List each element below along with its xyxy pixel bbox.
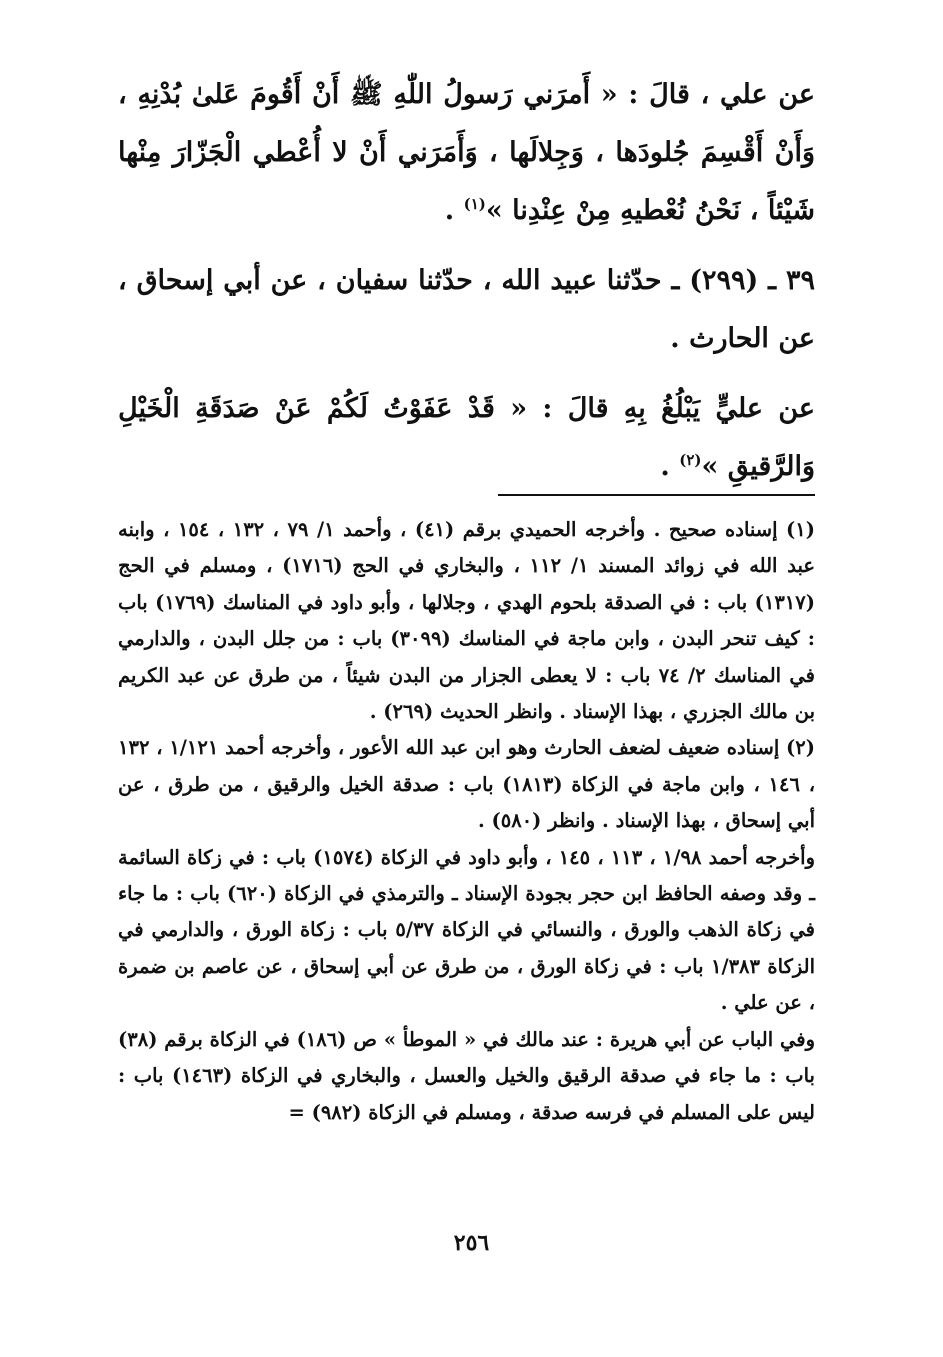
hadith-paragraph: عن علي ، قالَ : « أَمرَني رَسولُ اللّٰهِ ﷺ أَنْ أَقُومَ عَلىٰ بُدْنِهِ ، وَأَنْ أَقْسِمَ جُلودَها ، وَجِلالَها ، وَأَمَرَني أَنْ لا أُعْطي الْجَزّارَ مِنْها شَيْئاً ، نَحْنُ نُعْطيهِ مِنْ عِنْدِنا »$^{(١)}$ . [118, 79, 815, 226]
footnote-ref: (١) [463, 195, 486, 213]
footnote: وأخرجه أحمد ١/٩٨ ، ١١٣ ، ١٤٥ ، وأبو داود في الزكاة (١٥٧٤) باب : في زكاة السائمة ـ وقد وصفه الحافظ ابن حجر بجودة الإسناد ـ والترمذي في الزكاة (٦٢٠) باب : ما جاء في زكاة الذهب والورق ، والنسائي في الزكاة ٥/٣٧ باب : زكاة الورق ، والدارمي في الزكاة ١/٣٨٣ باب : في زكاة الورق ، من طرق عن أبي إسحاق ، عن عاصم بن ضمرة ، عن علي . [118, 845, 816, 1015]
footnote: (٢) إسناده ضعيف لضعف الحارث وهو ابن عبد الله الأعور ، وأخرجه أحمد ١/١٢١ ، ١٣٢ ، ١٤٦ ، وابن ماجة في الزكاة (١٨١٣) باب : صدقة الخيل والرقيق ، من طرق ، عن أبي إسحاق ، بهذا الإسناد . وانظر (٥٨٠) . [118, 736, 815, 833]
main-text [118, 66, 815, 496]
hadith-paragraph: عن عليٍّ يَبْلُغُ بِهِ قالَ : « قَدْ عَفَوْتُ لَكُمْ عَنْ صَدَقَةِ الْخَيْلِ وَالرَّقيقِ »$^{(٢)}$ . [118, 393, 815, 482]
isnad-paragraph: ٣٩ ـ (٢٩٩) ـ حدّثنا عبيد الله ، حدّثنا سفيان ، عن أبي إسحاق ، عن الحارث . [118, 265, 815, 354]
footnote: وفي الباب عن أبي هريرة : عند مالك في « الموطأ » ص (١٨٦) في الزكاة برقم (٣٨) باب : ما جاء في صدقة الرقيق والخيل والعسل ، والبخاري في الزكاة (١٤٦٣) باب : ليس على المسلم في فرسه صدقة ، ومسلم في الزكاة (٩٨٢) = [118, 1027, 815, 1124]
page-number: ٢٥٦ [453, 1230, 490, 1256]
footnotes [118, 512, 815, 1131]
footnote-ref: (٢) [679, 451, 702, 469]
footnote-separator [498, 494, 815, 496]
footnote: (١) إسناده صحيح . وأخرجه الحميدي برقم (٤١) ، وأحمد ١/ ٧٩ ، ١٣٢ ، ١٥٤ ، وابنه عبد الله في زوائد المسند ١/ ١١٢ ، والبخاري في الحج (١٧١٦) ، ومسلم في الحج (١٣١٧) باب : في الصدقة بلحوم الهدي ، وجلالها ، وأبو داود في المناسك (١٧٦٩) باب : كيف تنحر البدن ، وابن ماجة في المناسك (٣٠٩٩) باب : من جلل البدن ، والدارمي في المناسك ٢/ ٧٤ باب : لا يعطى الجزار من البدن شيئاً ، من طرق عن عبد الكريم بن مالك الجزري ، بهذا الإسناد . وانظر الحديث (٢٦٩) . [118, 518, 815, 724]
